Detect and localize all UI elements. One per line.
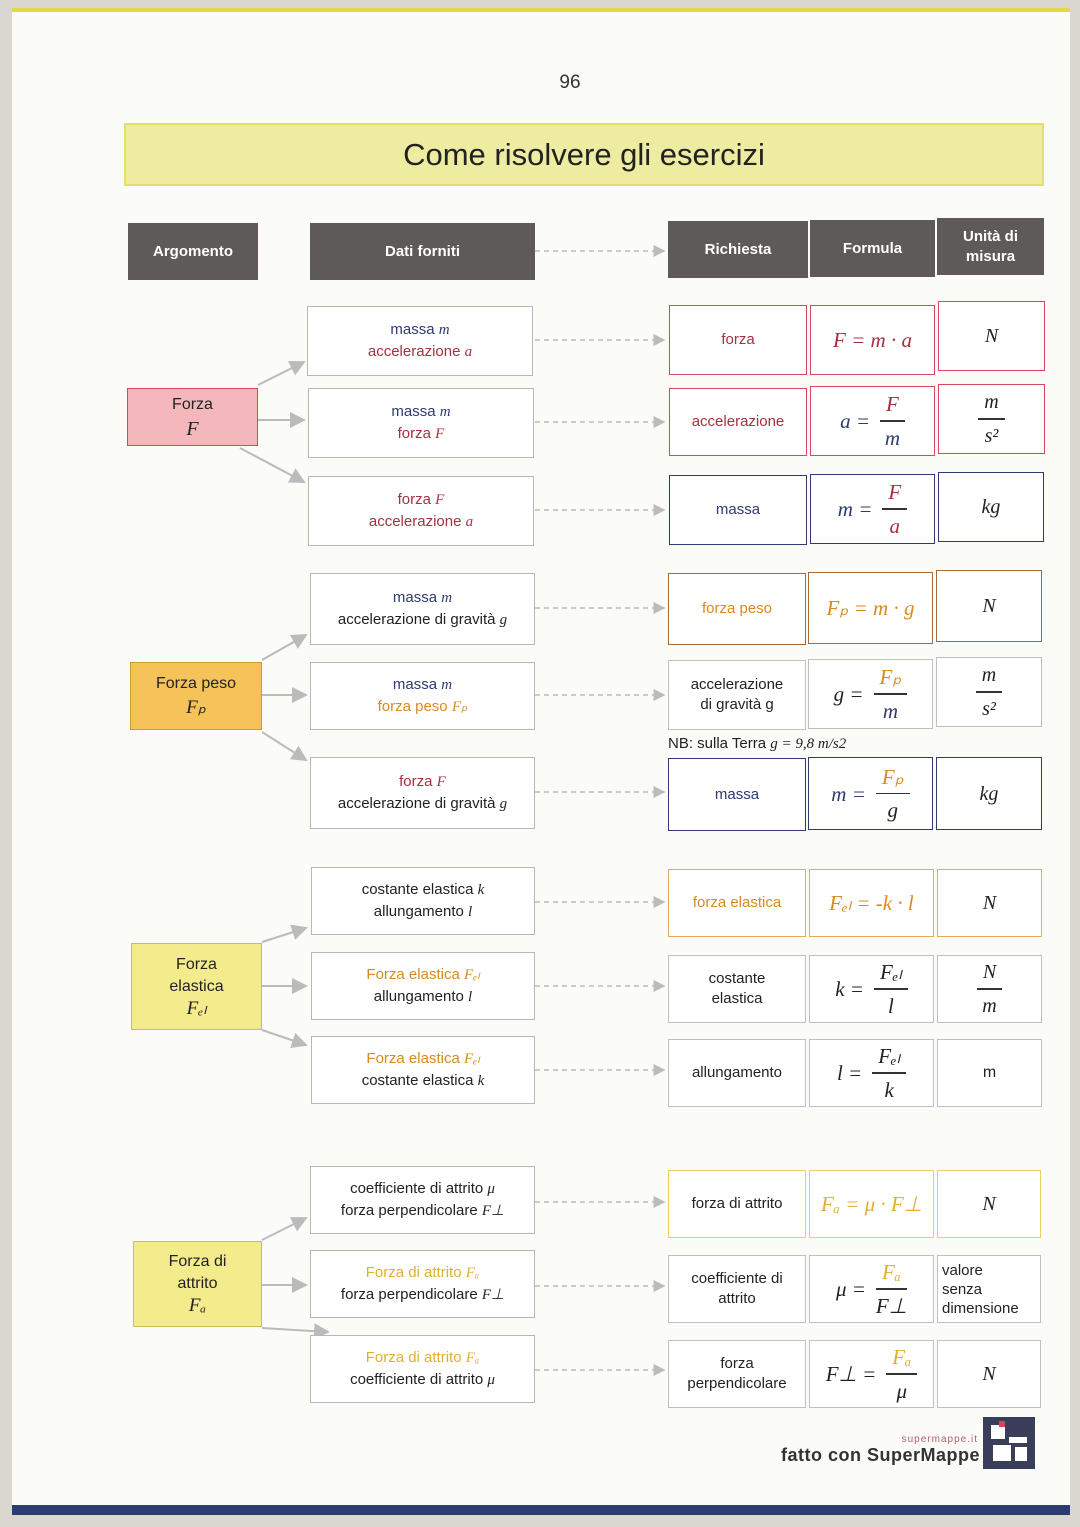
formula-lhs: l =	[836, 1061, 863, 1085]
category-forza-peso	[130, 662, 262, 730]
footer-site: supermappe.it	[901, 1434, 978, 1445]
formula-box: Fₚ = m · g	[808, 572, 933, 644]
data-symbol: Fₚ	[451, 699, 468, 715]
data-symbol: k	[477, 882, 485, 898]
request-line: forza	[720, 1355, 754, 1372]
formula-lhs: g =	[833, 682, 864, 706]
request-box: accelerazione	[669, 388, 807, 456]
request-line: perpendicolare	[687, 1375, 787, 1392]
data-label: allungamento	[373, 903, 464, 920]
request-line: elastica	[711, 990, 763, 1007]
fraction-numerator: Fₚ	[879, 665, 902, 690]
data-label: massa	[391, 403, 436, 420]
request-box: forza	[669, 305, 807, 375]
data-symbol: m	[438, 322, 450, 338]
data-box	[310, 1250, 535, 1318]
request-box	[668, 660, 806, 730]
unit-box: kg	[938, 472, 1044, 542]
formula-box	[809, 1255, 934, 1323]
data-label: accelerazione	[368, 513, 462, 530]
request-box: forza peso	[668, 573, 806, 645]
page-number: 96	[559, 72, 581, 93]
data-box	[311, 867, 535, 935]
data-symbol: Fₐ	[465, 1350, 480, 1366]
formula-box	[808, 757, 933, 830]
header-richiesta: Richiesta	[668, 221, 808, 278]
unit-box: N	[937, 869, 1042, 937]
fraction-numerator: F	[888, 480, 902, 505]
formula-lhs: k =	[835, 977, 864, 1001]
category-forza-elastica	[131, 943, 262, 1030]
request-line: costante	[708, 970, 766, 987]
data-box	[308, 476, 534, 546]
data-box	[307, 306, 533, 376]
data-box	[310, 1335, 535, 1403]
fraction-denominator: l	[887, 993, 894, 1018]
data-symbol: F	[435, 426, 445, 442]
unit-numerator: N	[982, 961, 997, 984]
fraction-numerator: Fₑₗ	[878, 1044, 901, 1069]
data-symbol: k	[477, 1073, 485, 1089]
data-label: forza	[397, 491, 431, 508]
request-box: forza di attrito	[668, 1170, 806, 1238]
data-symbol: Fₑₗ	[463, 1051, 480, 1067]
data-symbol: F⊥	[481, 1287, 505, 1303]
data-box	[310, 662, 535, 730]
request-line: di gravità g	[700, 696, 774, 713]
data-label: costante elastica	[361, 1072, 474, 1089]
category-symbol: F	[186, 418, 199, 440]
data-label: coefficiente di attrito	[350, 1371, 484, 1388]
request-box: massa	[668, 758, 806, 831]
data-symbol: a	[464, 344, 473, 360]
data-label: massa	[392, 676, 438, 693]
note-gravity	[668, 735, 968, 753]
data-label: costante elastica	[361, 881, 474, 898]
data-symbol: F	[436, 774, 446, 790]
formula-box	[810, 386, 935, 456]
data-label: Forza elastica	[366, 1050, 460, 1067]
unit-box	[936, 657, 1042, 727]
formula-lhs: F⊥ =	[825, 1362, 877, 1386]
data-label: Forza elastica	[366, 966, 460, 983]
category-forza-di-attrito	[133, 1241, 262, 1327]
data-label: massa	[390, 321, 435, 338]
data-label: forza perpendicolare	[340, 1202, 478, 1219]
data-symbol: Fₑₗ	[463, 967, 480, 983]
data-box	[310, 757, 535, 829]
data-symbol: l	[468, 989, 473, 1005]
data-label: forza peso	[377, 698, 448, 715]
data-label: coefficiente di attrito	[350, 1180, 484, 1197]
fraction-denominator: F⊥	[875, 1293, 908, 1318]
fraction-denominator: k	[884, 1077, 894, 1102]
data-label: accelerazione di gravità	[337, 795, 496, 812]
unit-box: N	[938, 301, 1045, 371]
request-box: forza elastica	[668, 869, 806, 937]
category-symbol: Fₚ	[186, 697, 206, 718]
fraction-numerator: Fₐ	[881, 1260, 901, 1285]
unit-box	[937, 955, 1042, 1023]
unit-box	[937, 1255, 1041, 1323]
note-formula: g = 9,8 m/s2	[770, 736, 847, 752]
data-label: forza	[397, 425, 431, 442]
unit-denominator: s²	[982, 697, 996, 720]
data-symbol: μ	[487, 1181, 495, 1197]
category-label: Forza	[176, 955, 217, 973]
data-label: forza	[399, 773, 433, 790]
data-symbol: m	[441, 677, 453, 693]
category-label: attrito	[177, 1275, 218, 1292]
footer-made-with: fatto con SuperMappe	[780, 1445, 980, 1465]
unit-line: valore	[942, 1261, 983, 1279]
category-label: elastica	[169, 977, 224, 995]
formula-lhs: μ =	[835, 1277, 866, 1301]
data-label: Forza di attrito	[365, 1264, 462, 1281]
request-box	[668, 1340, 806, 1408]
data-label: accelerazione di gravità	[337, 611, 496, 628]
unit-box: N	[937, 1340, 1041, 1408]
formula-box: Fₑₗ = -k · l	[809, 869, 934, 937]
unit-numerator: m	[981, 664, 997, 687]
unit-box: N	[936, 570, 1042, 642]
unit-box	[938, 384, 1045, 454]
data-box	[311, 1036, 535, 1104]
formula-lhs: a =	[840, 409, 871, 433]
data-box	[308, 388, 534, 458]
data-label: forza perpendicolare	[340, 1286, 478, 1303]
data-symbol: a	[465, 514, 474, 530]
data-label: allungamento	[373, 988, 464, 1005]
formula-box	[810, 474, 935, 544]
header-argomento: Argomento	[128, 223, 258, 280]
request-box	[668, 1255, 806, 1323]
request-box: allungamento	[668, 1039, 806, 1107]
header-unita-line1: Unità di	[963, 227, 1018, 245]
category-symbol: Fₐ	[188, 1295, 207, 1316]
formula-box	[808, 659, 933, 729]
fraction-denominator: m	[884, 425, 901, 450]
header-dati-forniti: Dati forniti	[310, 223, 535, 280]
formula-box	[809, 1039, 934, 1107]
data-symbol: l	[468, 904, 473, 920]
unit-denominator: s²	[984, 424, 999, 447]
header-unita-line2: misura	[965, 247, 1016, 265]
header-formula: Formula	[810, 220, 935, 277]
data-symbol: μ	[487, 1372, 495, 1388]
fraction-denominator: m	[882, 698, 899, 723]
fraction-denominator: μ	[896, 1378, 908, 1403]
data-box	[310, 573, 535, 645]
formula-lhs: m =	[831, 781, 866, 806]
formula-box	[809, 1340, 934, 1408]
request-line: attrito	[718, 1290, 756, 1307]
fraction-numerator: F	[886, 392, 899, 417]
data-symbol: F	[435, 492, 445, 508]
unit-line: dimensione	[942, 1299, 1019, 1317]
data-symbol: m	[439, 404, 451, 420]
fraction-numerator: Fₐ	[892, 1345, 912, 1370]
category-label: Forza di	[168, 1253, 227, 1270]
data-label: accelerazione	[367, 343, 461, 360]
data-symbol: m	[441, 590, 453, 606]
request-box: massa	[669, 475, 807, 545]
fraction-denominator: g	[887, 798, 899, 823]
category-forza	[127, 388, 258, 446]
data-symbol: F⊥	[481, 1203, 505, 1219]
unit-numerator: m	[984, 391, 999, 414]
data-box	[310, 1166, 535, 1234]
fraction-denominator: a	[889, 513, 901, 538]
data-box	[311, 952, 535, 1020]
data-symbol: g	[499, 612, 508, 628]
category-symbol: Fₑₗ	[186, 997, 207, 1019]
data-symbol: Fₐ	[465, 1265, 480, 1281]
unit-box: kg	[936, 757, 1042, 830]
data-symbol: g	[499, 796, 508, 812]
data-label: Forza di attrito	[365, 1349, 462, 1366]
category-label: Forza peso	[155, 675, 237, 692]
request-box	[668, 955, 806, 1023]
page-title: Come risolvere gli esercizi	[124, 123, 1044, 186]
fraction-numerator: Fₚ	[881, 764, 904, 789]
supermappe-logo-icon	[983, 1417, 1035, 1469]
fraction-numerator: Fₑₗ	[879, 960, 902, 985]
unit-denominator: m	[982, 994, 997, 1017]
unit-box: N	[937, 1170, 1041, 1238]
unit-box: m	[937, 1039, 1042, 1107]
unit-line: senza	[942, 1280, 983, 1298]
formula-box: F = m · a	[810, 305, 935, 375]
data-label: massa	[392, 589, 438, 606]
formula-lhs: m =	[837, 497, 873, 521]
request-line: coefficiente di	[691, 1270, 783, 1287]
note-text: NB: sulla Terra	[668, 735, 767, 752]
category-label: Forza	[172, 396, 213, 413]
request-line: accelerazione	[690, 676, 784, 693]
formula-box	[809, 955, 934, 1023]
formula-box: Fₐ = μ · F⊥	[809, 1170, 934, 1238]
